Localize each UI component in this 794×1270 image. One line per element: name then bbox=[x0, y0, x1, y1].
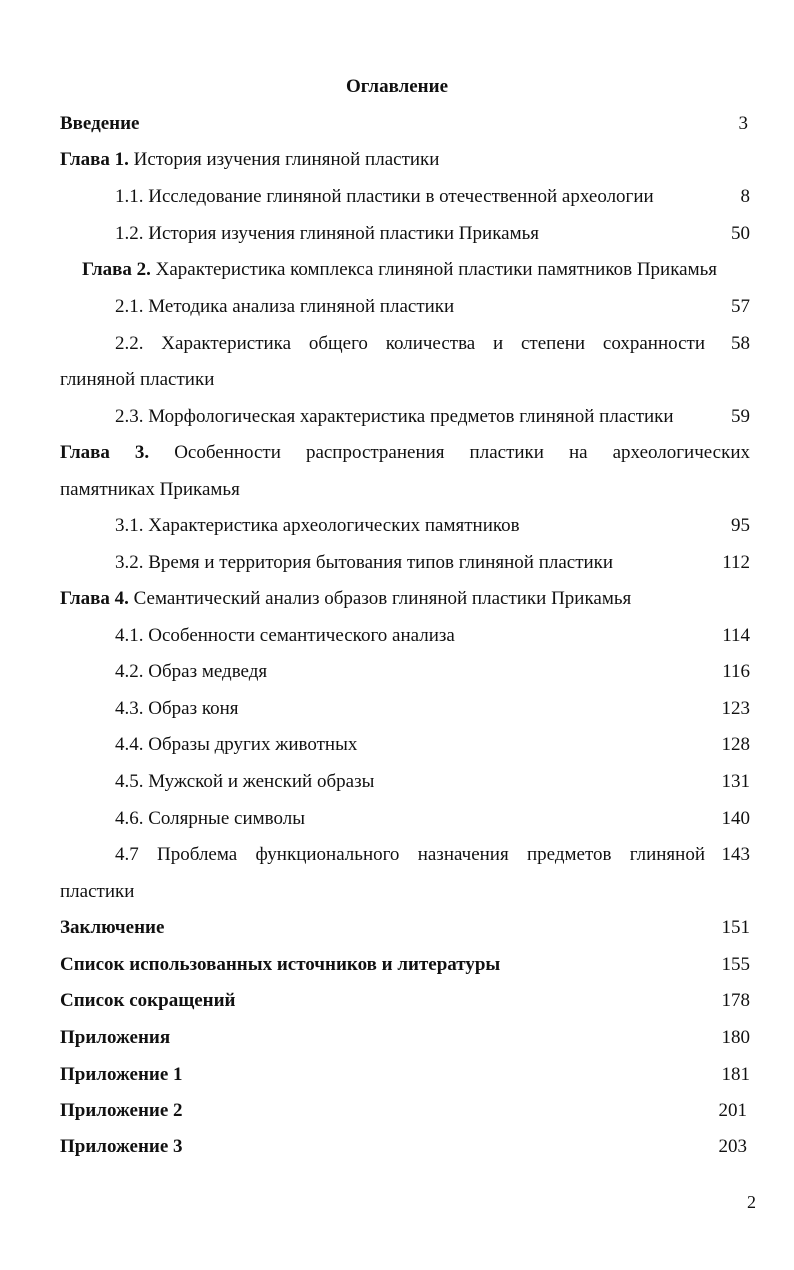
toc-entry-label-line2: пластики bbox=[60, 881, 135, 902]
toc-section-2-3[interactable] bbox=[60, 403, 750, 431]
toc-entry-label: 4.5. Мужской и женский образы bbox=[115, 771, 375, 792]
toc-entry-bibliography[interactable] bbox=[60, 951, 750, 979]
toc-section-4-4[interactable] bbox=[60, 731, 750, 759]
toc-section-4-5[interactable] bbox=[60, 768, 750, 796]
toc-entry-label: 4.2. Образ медведя bbox=[115, 661, 268, 682]
chapter-title-line1: Особенности распространения пластики на археологических bbox=[149, 442, 750, 463]
toc-entry-label-line2: глиняной пластики bbox=[60, 369, 215, 390]
toc-section-3-1[interactable] bbox=[60, 512, 750, 540]
toc-entry-label: Список использованных источников и литературы bbox=[60, 954, 501, 975]
toc-entry-page: 95 bbox=[731, 515, 750, 536]
toc-entry-label: 3.2. Время и территория бытования типов глиняной пластики bbox=[115, 552, 614, 573]
chapter-title-line2: памятниках Прикамья bbox=[60, 479, 240, 500]
toc-entry-label-line1: 2.2. Характеристика общего количества и степени сохранности bbox=[115, 333, 705, 354]
toc-section-1-1[interactable] bbox=[60, 183, 750, 211]
toc-chapter-4[interactable] bbox=[60, 585, 750, 613]
toc-entry-page: 114 bbox=[722, 625, 750, 646]
toc-entry-page: 203 bbox=[718, 1136, 747, 1157]
toc-entry-page: 58 bbox=[731, 333, 750, 354]
toc-entry-page: 128 bbox=[721, 734, 750, 755]
toc-entry-label: 2.3. Морфологическая характеристика предметов глиняной пластики bbox=[115, 406, 674, 427]
chapter-number: Глава 2. bbox=[82, 259, 151, 280]
chapter-number: Глава 4. bbox=[60, 588, 129, 609]
toc-entry-label: Приложение 2 bbox=[60, 1100, 183, 1121]
toc-entry-label: Приложения bbox=[60, 1027, 171, 1048]
page-number: 2 bbox=[747, 1192, 756, 1212]
toc-entry-label: 4.4. Образы других животных bbox=[115, 734, 358, 755]
toc-entry-page: 140 bbox=[721, 808, 750, 829]
chapter-title: История изучения глиняной пластики bbox=[128, 149, 440, 170]
toc-entry-label: Приложение 1 bbox=[60, 1064, 183, 1085]
toc-entry-abbreviations[interactable] bbox=[60, 987, 750, 1015]
toc-entry-page: 50 bbox=[731, 223, 750, 244]
toc-section-4-6[interactable] bbox=[60, 805, 750, 833]
toc-entry-label: Список сокращений bbox=[60, 990, 236, 1011]
toc-entry-label: 4.6. Солярные символы bbox=[115, 808, 305, 829]
chapter-title: Семантический анализ образов глиняной пластики Прикамья bbox=[128, 588, 632, 609]
toc-section-3-2[interactable] bbox=[60, 549, 750, 577]
toc-entry-label-line1: 4.7 Проблема функционального назначения предметов глиняной bbox=[115, 844, 705, 865]
toc-section-1-2[interactable] bbox=[60, 220, 750, 248]
toc-entry-label: 1.2. История изучения глиняной пластики Прикамья bbox=[115, 223, 540, 244]
toc-entry-page: 201 bbox=[718, 1100, 747, 1121]
toc-entry-label: 2.1. Методика анализа глиняной пластики bbox=[115, 296, 455, 317]
toc-entry-page: 131 bbox=[721, 771, 750, 792]
toc-entry-page: 8 bbox=[740, 186, 750, 207]
toc-entry-label: Приложение 3 bbox=[60, 1136, 183, 1157]
toc-entry-page: 59 bbox=[731, 406, 750, 427]
toc-entry-label: 4.3. Образ коня bbox=[115, 698, 239, 719]
toc-entry-appendix-1[interactable] bbox=[60, 1061, 750, 1089]
toc-chapter-2[interactable] bbox=[60, 256, 750, 284]
toc-entry-page: 112 bbox=[722, 552, 750, 573]
toc-entry-introduction[interactable] bbox=[60, 110, 750, 138]
toc-entry-page: 3 bbox=[738, 113, 748, 134]
chapter-number: Глава 3. bbox=[60, 442, 150, 463]
toc-entry-label: 1.1. Исследование глиняной пластики в отечественной археологии bbox=[115, 186, 654, 207]
toc-entry-page: 180 bbox=[721, 1027, 750, 1048]
toc-entry-page: 57 bbox=[731, 296, 750, 317]
toc-title: Оглавление bbox=[345, 76, 449, 97]
toc-entry-label: 4.1. Особенности семантического анализа bbox=[115, 625, 455, 646]
toc-entry-conclusion[interactable] bbox=[60, 914, 750, 942]
toc-section-4-1[interactable] bbox=[60, 622, 750, 650]
toc-entry-page: 116 bbox=[722, 661, 750, 682]
toc-entry-page: 178 bbox=[721, 990, 750, 1011]
toc-chapter-1[interactable] bbox=[60, 146, 750, 174]
toc-section-2-1[interactable] bbox=[60, 293, 750, 321]
toc-entry-label: 3.1. Характеристика археологических памятников bbox=[115, 515, 520, 536]
toc-section-4-2[interactable] bbox=[60, 658, 750, 686]
toc-section-4-3[interactable] bbox=[60, 695, 750, 723]
toc-entry-page: 143 bbox=[721, 844, 750, 865]
toc-entry-page: 155 bbox=[721, 954, 750, 975]
toc-entry-label: Заключение bbox=[60, 917, 165, 938]
chapter-3-line1 bbox=[60, 439, 750, 467]
toc-entry-label: Введение bbox=[60, 113, 140, 134]
chapter-title: Характеристика комплекса глиняной пластики памятников Прикамья bbox=[150, 259, 718, 280]
toc-entry-appendices[interactable] bbox=[60, 1024, 750, 1052]
toc-entry-page: 123 bbox=[721, 698, 750, 719]
chapter-number: Глава 1. bbox=[60, 149, 129, 170]
toc-entry-appendix-3[interactable] bbox=[60, 1133, 750, 1161]
toc-entry-page: 181 bbox=[721, 1064, 750, 1085]
toc-entry-page: 151 bbox=[721, 917, 750, 938]
toc-entry-appendix-2[interactable] bbox=[60, 1097, 750, 1125]
